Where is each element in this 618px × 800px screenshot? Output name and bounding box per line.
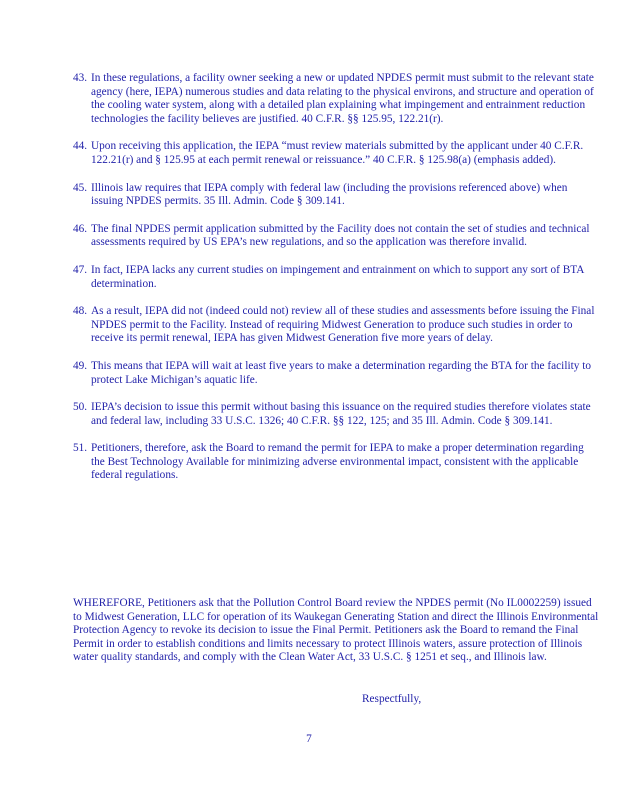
paragraph-number: 50. xyxy=(73,401,88,414)
paragraph-43 xyxy=(73,72,599,126)
paragraph-text: This means that IEPA will wait at least five years to make a determination regarding the BTA for the facility to protect Lake Michigan’s aquatic life. xyxy=(91,359,591,386)
paragraph-45 xyxy=(73,182,599,209)
paragraph-text: IEPA’s decision to issue this permit without basing this issuance on the required studies therefore violates state and federal law, including 33 U.S.C. 1326; 40 C.F.R. §§ 122, 125; and 35 Ill. Admin. Code § 309.141. xyxy=(91,401,591,427)
closing-salutation: Respectfully, xyxy=(362,693,422,705)
paragraph-44 xyxy=(73,140,599,167)
paragraph-number: 43. xyxy=(73,72,88,84)
wherefore-clause: WHEREFORE, Petitioners ask that the Pollution Control Board review the NPDES permit (No IL0002259) issued to Midwest Generation, LLC for operation of its Waukegan Generating Station and direct the Illinois Environmental Protection Agency to revoke its decision to issue the Final Permit. Petitioners ask the Board to remand the Final Permit in order to establish conditions and limits necessary to protect Illinois waters, assure protection of Illinois water quality standards, and comply with the Clean Water Act, 33 U.S.C. § 1251 et seq., and Illinois law. xyxy=(73,597,599,664)
paragraph-number: 45. xyxy=(73,181,88,194)
paragraph-50 xyxy=(73,401,599,428)
paragraph-46 xyxy=(73,223,599,250)
paragraph-number: 48. xyxy=(73,305,88,318)
paragraph-text: The final NPDES permit application submitted by the Facility does not contain the set of studies and technical assessments required by US EPA’s new regulations, and so the application was therefore invalid. xyxy=(91,222,590,249)
paragraph-text: Upon receiving this application, the IEPA “must review materials submitted by the applicant under 40 C.F.R. 122.21(r) and § 125.95 at each permit renewal or reissuance.” 40 C.F.R. § 125.98(a) (emphasis added). xyxy=(91,140,584,166)
paragraph-number: 47. xyxy=(73,263,88,276)
paragraph-text: In fact, IEPA lacks any current studies on impingement and entrainment on which to support any sort of BTA determination. xyxy=(91,263,584,290)
paragraph-number: 49. xyxy=(73,359,88,372)
paragraph-text: As a result, IEPA did not (indeed could not) review all of these studies and assessments before issuing the Final NPDES permit to the Facility. Instead of requiring Midwest Generation to produce such studies in order to receive its permit renewal, IEPA has given Midwest Generation five more years of delay. xyxy=(91,305,595,345)
paragraph-number: 44. xyxy=(73,140,88,153)
paragraph-text: In these regulations, a facility owner seeking a new or updated NPDES permit must submit to the relevant state agency (here, IEPA) numerous studies and data relating to the physical environs, and structure and operation of the cooling water system, along with a detailed plan explaining what impingement and entrainment reduction technologies the facility believes are justified. 40 C.F.R. §§ 125.95, 122.21(r). xyxy=(91,72,594,125)
paragraph-number: 51. xyxy=(73,442,88,455)
paragraph-text: Petitioners, therefore, ask the Board to remand the permit for IEPA to make a proper determination regarding the Best Technology Available for minimizing adverse environmental impact, consistent with the applicable federal regulations. xyxy=(91,442,584,482)
paragraph-51 xyxy=(73,442,599,483)
paragraph-number: 46. xyxy=(73,222,88,235)
paragraph-49 xyxy=(73,360,599,387)
paragraph-47 xyxy=(73,264,599,291)
numbered-paragraphs xyxy=(73,72,599,497)
paragraph-48 xyxy=(73,305,599,346)
paragraph-text: Illinois law requires that IEPA comply with federal law (including the provisions referenced above) when issuing NPDES permits. 35 Ill. Admin. Code § 309.141. xyxy=(91,181,568,208)
page-number: 7 xyxy=(306,733,312,745)
